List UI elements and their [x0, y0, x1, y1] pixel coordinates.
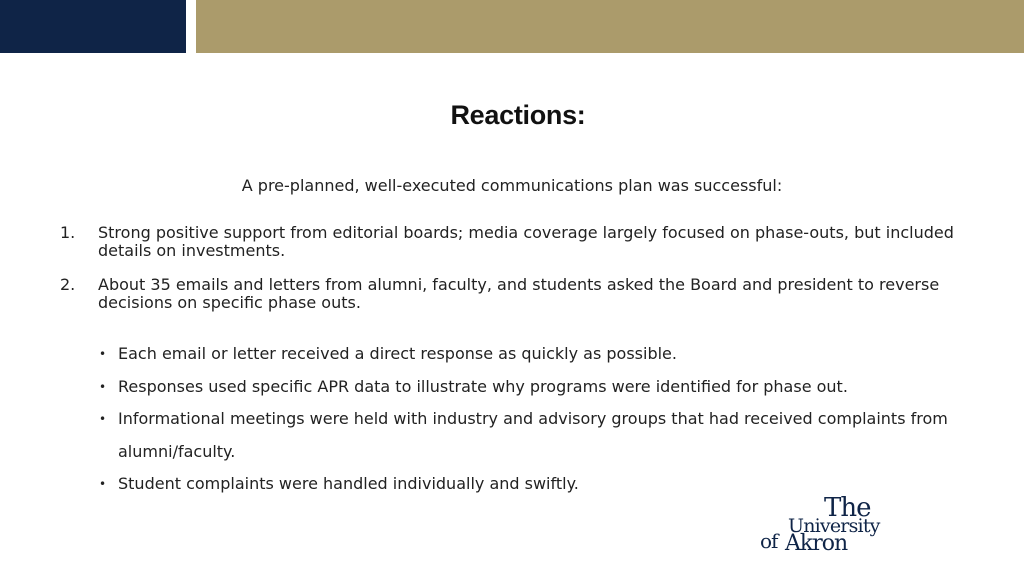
- slide-subtitle: A pre-planned, well-executed communications plan was successful:: [241, 176, 783, 195]
- bullet-icon: •: [99, 412, 107, 427]
- logo-line3: Akron: [785, 531, 848, 554]
- numbered-item: [60, 276, 970, 312]
- logo-line3-prefix: of: [760, 529, 778, 553]
- university-logo-svg: [758, 494, 920, 554]
- item-text: Strong positive support from editorial boards; media coverage largely focused on phase-outs, but included details on investments.: [98, 223, 954, 260]
- item-number: 1.: [60, 223, 76, 242]
- logo-line1: The: [824, 494, 871, 523]
- bullet-item: [98, 371, 978, 404]
- header-bar-navy: [0, 0, 186, 53]
- bullet-icon: •: [99, 347, 107, 361]
- bullet-item: [98, 403, 978, 468]
- logo-line2: University: [788, 515, 880, 537]
- bullet-icon: •: [99, 477, 107, 492]
- bullet-text: Each email or letter received a direct response as quickly as possible.: [118, 344, 677, 363]
- header-bar-gold: [196, 0, 1024, 53]
- numbered-list: [60, 224, 970, 328]
- university-logo: [758, 494, 920, 554]
- bullet-text: Student complaints were handled individually and swiftly.: [118, 474, 579, 494]
- bullet-text: Informational meetings were held with industry and advisory groups that had received complaints from alumni/faculty.: [118, 409, 948, 461]
- item-text: About 35 emails and letters from alumni, faculty, and students asked the Board and president to reverse decisions on specific phase outs.: [98, 275, 940, 312]
- bullet-item: [98, 338, 978, 371]
- bullet-text: Responses used specific APR data to illustrate why programs were identified for phase out.: [118, 376, 848, 396]
- bullet-icon: •: [99, 379, 107, 394]
- numbered-item: [60, 224, 970, 260]
- item-number: 2.: [60, 275, 76, 294]
- slide-title: Reactions:: [450, 100, 586, 130]
- bullet-list: [98, 338, 978, 501]
